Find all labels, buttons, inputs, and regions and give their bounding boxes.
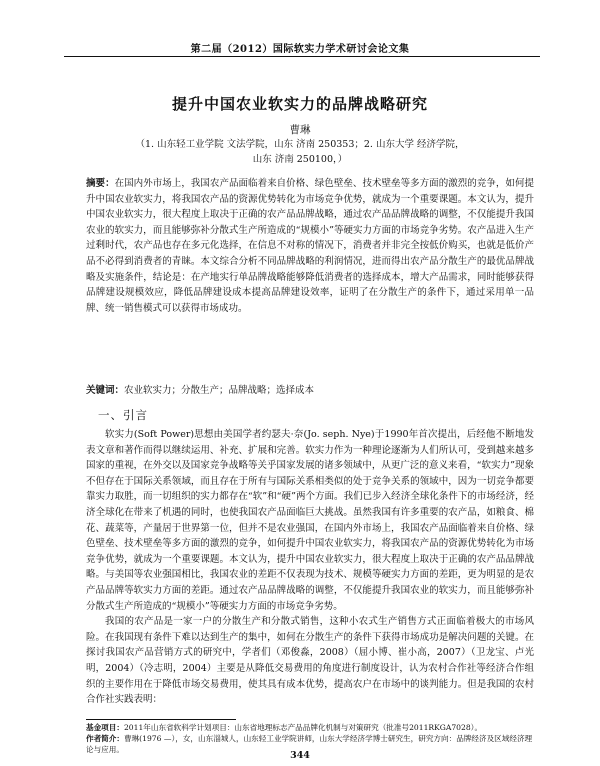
abstract-label: 摘要： <box>86 178 115 189</box>
footnote-author-label: 作者简介： <box>86 734 124 743</box>
author-name: 曹琳 <box>289 124 311 136</box>
section-heading-introduction: 一、引言 <box>98 408 148 422</box>
keywords <box>86 382 534 396</box>
keywords-label: 关键词： <box>86 385 125 396</box>
footnote-rule <box>86 719 236 720</box>
running-header: 第二届（2012）国际软实力学术研讨会论文集 <box>190 44 410 55</box>
paper-title: 提升中国农业软实力的品牌战略研究 <box>171 95 428 113</box>
footnote-fund-label: 基金项目： <box>86 723 124 732</box>
abstract-text: 在国内外市场上，我国农产品面临着来自价格、绿色壁垒、技术壁垒等多方面的激烈的竞争，如何提升中国农业软实力，将我国农产品的资源优势转化为市场竞争优势，就成为一个重要课题。本文认为，提升中国农业软实力，很大程度上取决于正确的农产品品牌战略，通过农产品品牌战略的调整，不仅能提升我国农业的软实力，而且能够弥补分散式生产所造成的“规模小”等硬实力方面的市场竞争劣势。农产品进入生产过剩时代，农产品也存在多元化选择，在信息不对称的情况下，消费者并非完全按低价购买，也就是低价产品不必得到消费者的青睐。本文综合分析不同品牌战略的利润情况，进而得出农产品分散生产的最优品牌战略及实施条件，结论是：在产地实行单品牌战略能够降低消费者的选择成本，增大产品需求，同时能够获得品牌建设规模效应，降低品牌建设成本提高品牌建设效率，证明了在分散生产的条件下，通过采用单一品牌、统一销售模式可以获得市场成功。 <box>86 178 534 314</box>
affiliation-line-2: 山东 济南 250100，） <box>252 154 348 165</box>
body-paragraph: 我国的农产品是一家一户的分散生产和分散式销售，这种小农式生产销售方式正面临着极大的市场风险。在我国现有条件下难以达到生产的集中，如何在分散生产的条件下获得市场成功是解决问题的关键。在探讨我国农产品营销方式的研究中，学者们（邓俊淼，2008）（屈小博、崔小高，2007）（卫龙宝、卢光明，2004）（冷志明，2004）主要是从降低交易费用的角度进行制度设计，认为农村合作社等经济合作组织的主要作用在于降低市场交易费用，使其具有成本优势，提高农户在市场中的谈判能力。但是我国的农村合作社实践表明： <box>86 616 534 706</box>
page-number: 344 <box>290 750 310 761</box>
body-paragraph: 软实力(Soft Power)思想由美国学者约瑟夫·奈(Jo. seph. Nye)于1990年首次提出，后经他不断地发表文章和著作而得以继续运用、补充、扩展和完善。软实力作为一种理论逐渐为人们所认可，受到越来越多国家的重视，在外交以及国家竞争战略等关乎国家发展的诸多领域中，从更广泛的意义来看，“软实力”现象不但存在于国际关系领域，而且存在于所有与国际关系相类似的处于竞争关系的领域中，因为一切竞争都要靠实力取胜，而一切组织的实力都存在“软”和“硬”两个方面。我们已步入经济全球化条件下的市场经济，经济全球化在带来了机遇的同时，也使我国农产品面临巨大挑战。虽然我国有许多重要的农产品，如粮食、棉花、蔬菜等，产量居于世界第一位，但并不是农业强国，在国内外市场上，我国农产品面临着来自价格、绿色壁垒、技术壁垒等多方面的激烈的竞争，如何提升中国农业软实力，将我国农产品的资源优势转化为市场竞争优势，就成为一个重要课题。本文认为，提升中国农业软实力，很大程度上取决于正确的农产品品牌战略。与美国等农业强国相比，我国农业的差距不仅表现为技术、规模等硬实力方面的差距，更为明显的是农产品品牌等软实力方面的差距。通过农产品品牌战略的调整，不仅能提升我国农业的软实力，而且能够弥补分散式生产所造成的“规模小”等硬实力方面的市场竞争劣势。 <box>86 429 534 612</box>
footnote-author-text: 曹琳(1976 —），女，山东淄城人，山东轻工业学院讲师，山东大学经济学博士研究生，研究方向：品牌经济及区域经济理论与应用。 <box>86 734 533 754</box>
affiliation <box>110 137 490 167</box>
header-rule <box>64 56 540 57</box>
body-text <box>86 427 534 708</box>
footnote-fund <box>86 722 534 733</box>
footnote-fund-text: 2011年山东省软科学计划项目：山东省地理标志产品品牌化机制与对策研究（批准号2011RKGA7028）。 <box>123 723 483 732</box>
affiliation-line-1: （1. 山东轻工业学院 文法学院，山东 济南 250353；2. 山东大学 经济学院， <box>135 139 465 150</box>
abstract <box>86 176 534 316</box>
keywords-text: 农业软实力；分散生产；品牌战略；选择成本 <box>124 385 315 396</box>
